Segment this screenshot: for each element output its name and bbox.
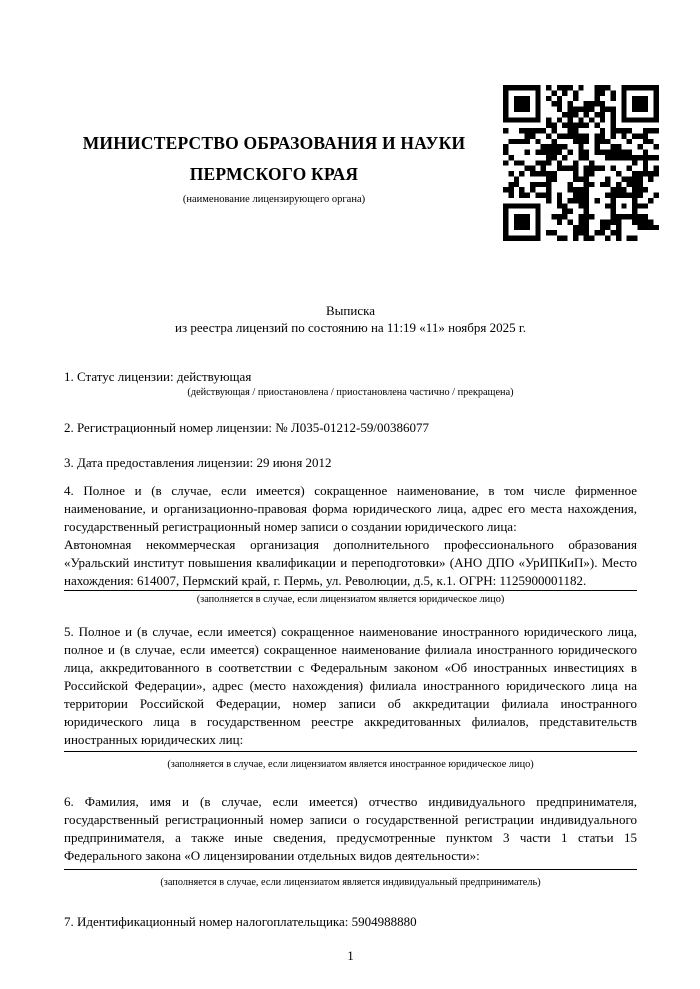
- document-body: [64, 368, 637, 965]
- authority-caption: (наименование лицензирующего органа): [182, 194, 366, 205]
- document-title: [64, 302, 637, 336]
- fill-line: [64, 590, 637, 591]
- license-status-text: 1. Статус лицензии: действующая: [64, 369, 252, 384]
- taxpayer-id-text: 7. Идентификационный номер налогоплательщика: 5904988880: [64, 914, 417, 929]
- legal-entity-caption: (заполняется в случае, если лицензиатом является юридическое лицо): [196, 594, 505, 605]
- foreign-entity-description: 5. Полное и (в случае, если имеется) сокращенное наименование иностранного юридического лица, полное и (в случае, если имеется) сокращенное наименование филиала иностранного юридического лица, аккредитованного в соответствии с Федеральным законом «Об иностранных инвестициях в Российской Федерации», адрес (место нахождения) филиала иностранного юридического лица на территории Российской Федерации, номер записи об аккредитации филиала иностранного юридического лица в государственном реестре аккредитованных филиалов, представительств иностранных юридических лиц:: [64, 624, 637, 747]
- foreign-entity-caption: (заполняется в случае, если лицензиатом является иностранное юридическое лицо): [167, 759, 534, 770]
- section-legal-entity: [64, 482, 637, 606]
- legal-entity-description: 4. Полное и (в случае, если имеется) сокращенное наименование, в том числе фирменное наименование, и организационно-правовая форма юридического лица, адрес его места нахождения, государственный регистрационный номер записи о создании юридического лица:: [64, 483, 637, 534]
- section-registration-number: [64, 419, 637, 437]
- fill-line: [64, 751, 637, 752]
- section-taxpayer-id: [64, 913, 637, 931]
- title-line1: Выписка: [326, 303, 375, 318]
- title-line2: из реестра лицензий по состоянию на 11:19 «11» ноября 2025 г.: [175, 320, 526, 335]
- section-foreign-entity: [64, 623, 637, 771]
- qr-code: [503, 85, 659, 241]
- entrepreneur-caption: (заполняется в случае, если лицензиатом является индивидуальный предприниматель): [160, 877, 541, 888]
- legal-entity-value: Автономная некоммерческая организация дополнительного профессионального образования «Уральский институт повышения квалификации и переподготовки» (АНО ДПО «УрИПКиП»). Место нахождения: 614007, Пермский край, г. Пермь, ул. Революции, д.5, к.1. ОГРН: 1125900001182.: [64, 537, 637, 588]
- license-date-text: 3. Дата предоставления лицензии: 29 июня 2012: [64, 455, 332, 470]
- registration-number-text: 2. Регистрационный номер лицензии: № Л035-01212-59/00386077: [64, 420, 430, 435]
- section-individual-entrepreneur: [64, 793, 637, 889]
- ministry-name-line2: ПЕРМСКОГО КРАЯ: [189, 164, 359, 184]
- licensing-authority-header: [64, 128, 484, 207]
- section-license-status: [64, 368, 637, 399]
- section-license-date: [64, 454, 637, 472]
- license-status-options-note: (действующая / приостановлена / приостановлена частично / прекращена): [187, 387, 514, 398]
- page-number: 1: [347, 948, 354, 963]
- fill-line: [64, 869, 637, 870]
- ministry-name-line1: МИНИСТЕРСТВО ОБРАЗОВАНИЯ И НАУКИ: [82, 133, 466, 153]
- entrepreneur-description: 6. Фамилия, имя и (в случае, если имеется) отчество индивидуального предпринимателя, государственный регистрационный номер записи о государственной регистрации индивидуального предпринимателя, а также иные сведения, предусмотренные пунктом 3 части 1 статьи 15 Федерального закона «О лицензировании отдельных видов деятельности»:: [64, 794, 637, 863]
